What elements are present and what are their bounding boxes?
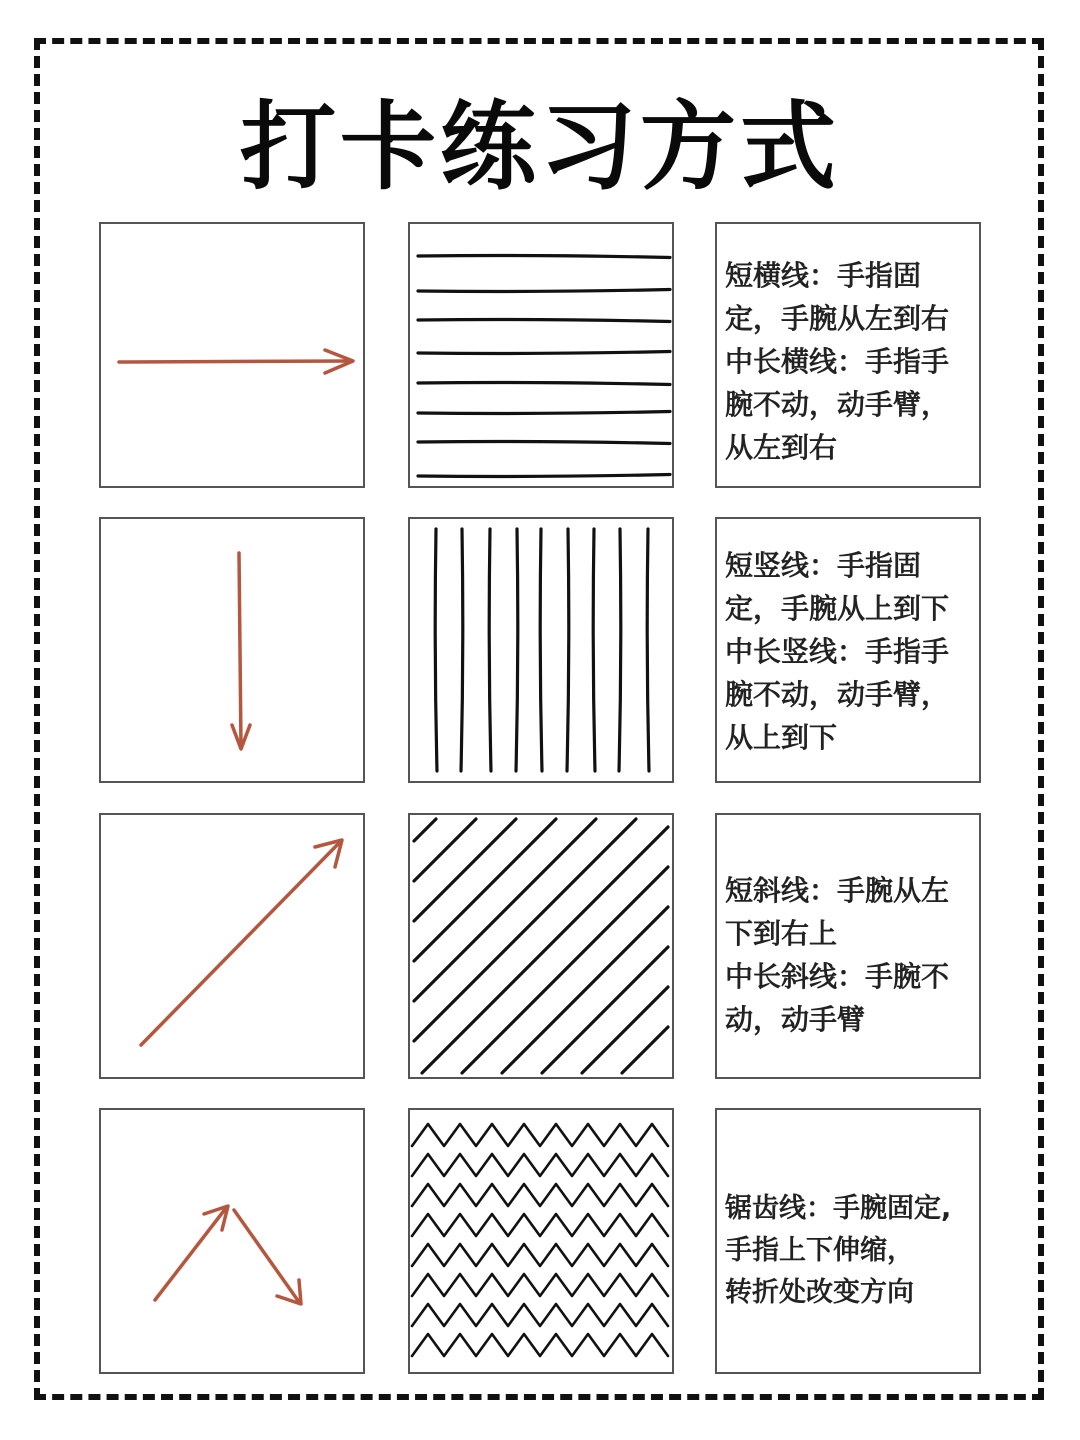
vertical-line <box>647 529 649 771</box>
zigzag-lines-pattern <box>410 1110 672 1372</box>
zigzag-line <box>412 1274 668 1296</box>
diagonal-line <box>414 819 636 1041</box>
horizontal-line <box>418 442 670 444</box>
zigzag-line <box>412 1154 668 1176</box>
diagonal-line <box>462 867 668 1073</box>
zigzag-line <box>412 1304 668 1326</box>
row-3-pattern-cell <box>408 813 674 1079</box>
zigzag-line <box>412 1214 668 1236</box>
row-4-description-cell <box>715 1108 981 1374</box>
diagonal-line <box>502 907 668 1073</box>
vertical-line <box>540 529 542 771</box>
vertical-line <box>619 529 621 771</box>
row-1-arrow-cell <box>99 222 365 488</box>
zigzag-line <box>412 1244 668 1266</box>
horizontal-line <box>418 320 670 322</box>
diagonal-line <box>582 987 668 1073</box>
row-2-description: 短竖线：手指固 定，手腕从上到下 中长竖线：手指手 腕不动，动手臂， 从上到下 <box>725 549 950 754</box>
row-3-description-cell <box>715 813 981 1079</box>
row-1-description-cell <box>715 222 981 488</box>
vertical-line <box>435 529 437 771</box>
right-arrow-icon <box>101 224 363 486</box>
diagonal-line <box>414 819 436 841</box>
vertical-line <box>489 529 491 771</box>
zigzag-line <box>412 1124 668 1146</box>
row-4-description: 锯齿线：手腕固定, 手指上下伸缩， 转折处改变方向 <box>725 1193 952 1308</box>
vertical-line <box>516 529 518 771</box>
diagonal-line <box>414 819 596 1001</box>
down-arrow-icon <box>101 519 363 781</box>
diagonal-line <box>422 827 668 1073</box>
horizontal-line <box>418 256 670 258</box>
horizontal-line <box>418 412 670 414</box>
row-1-description: 短横线：手指固 定，手腕从左到右 中长横线：手指手 腕不动，动手臂， 从左到右 <box>725 259 950 464</box>
row-2-pattern-cell <box>408 517 674 783</box>
page-title: 打卡练习方式 <box>240 91 840 203</box>
row-1-pattern-cell <box>408 222 674 488</box>
diagonal-line <box>414 819 476 881</box>
horizontal-line <box>418 290 670 292</box>
diagonal-line <box>622 1027 668 1073</box>
row-3-arrow-cell <box>99 813 365 1079</box>
row-2-arrow-cell <box>99 517 365 783</box>
vertical-line <box>593 529 595 771</box>
row-4-arrow-cell <box>99 1108 365 1374</box>
horizontal-line <box>418 383 670 385</box>
row-4-pattern-cell <box>408 1108 674 1374</box>
diagonal-lines-pattern <box>410 815 672 1077</box>
diagonal-up-arrow-icon <box>101 815 363 1077</box>
horizontal-line <box>418 475 670 477</box>
vertical-line <box>461 529 463 771</box>
vertical-line <box>567 529 569 771</box>
horizontal-lines-pattern <box>410 224 672 486</box>
row-3-description: 短斜线：手腕从左 下到右上 中长斜线：手腕不 动，动手臂 <box>725 874 950 1036</box>
zigzag-line <box>412 1184 668 1206</box>
zigzag-line <box>412 1334 668 1356</box>
diagonal-line <box>542 947 668 1073</box>
horizontal-line <box>418 352 670 354</box>
vertical-lines-pattern <box>410 519 672 781</box>
diagonal-line <box>414 819 556 961</box>
row-2-description-cell <box>715 517 981 783</box>
diagonal-line <box>414 819 516 921</box>
zigzag-arrow-icon <box>101 1110 363 1372</box>
